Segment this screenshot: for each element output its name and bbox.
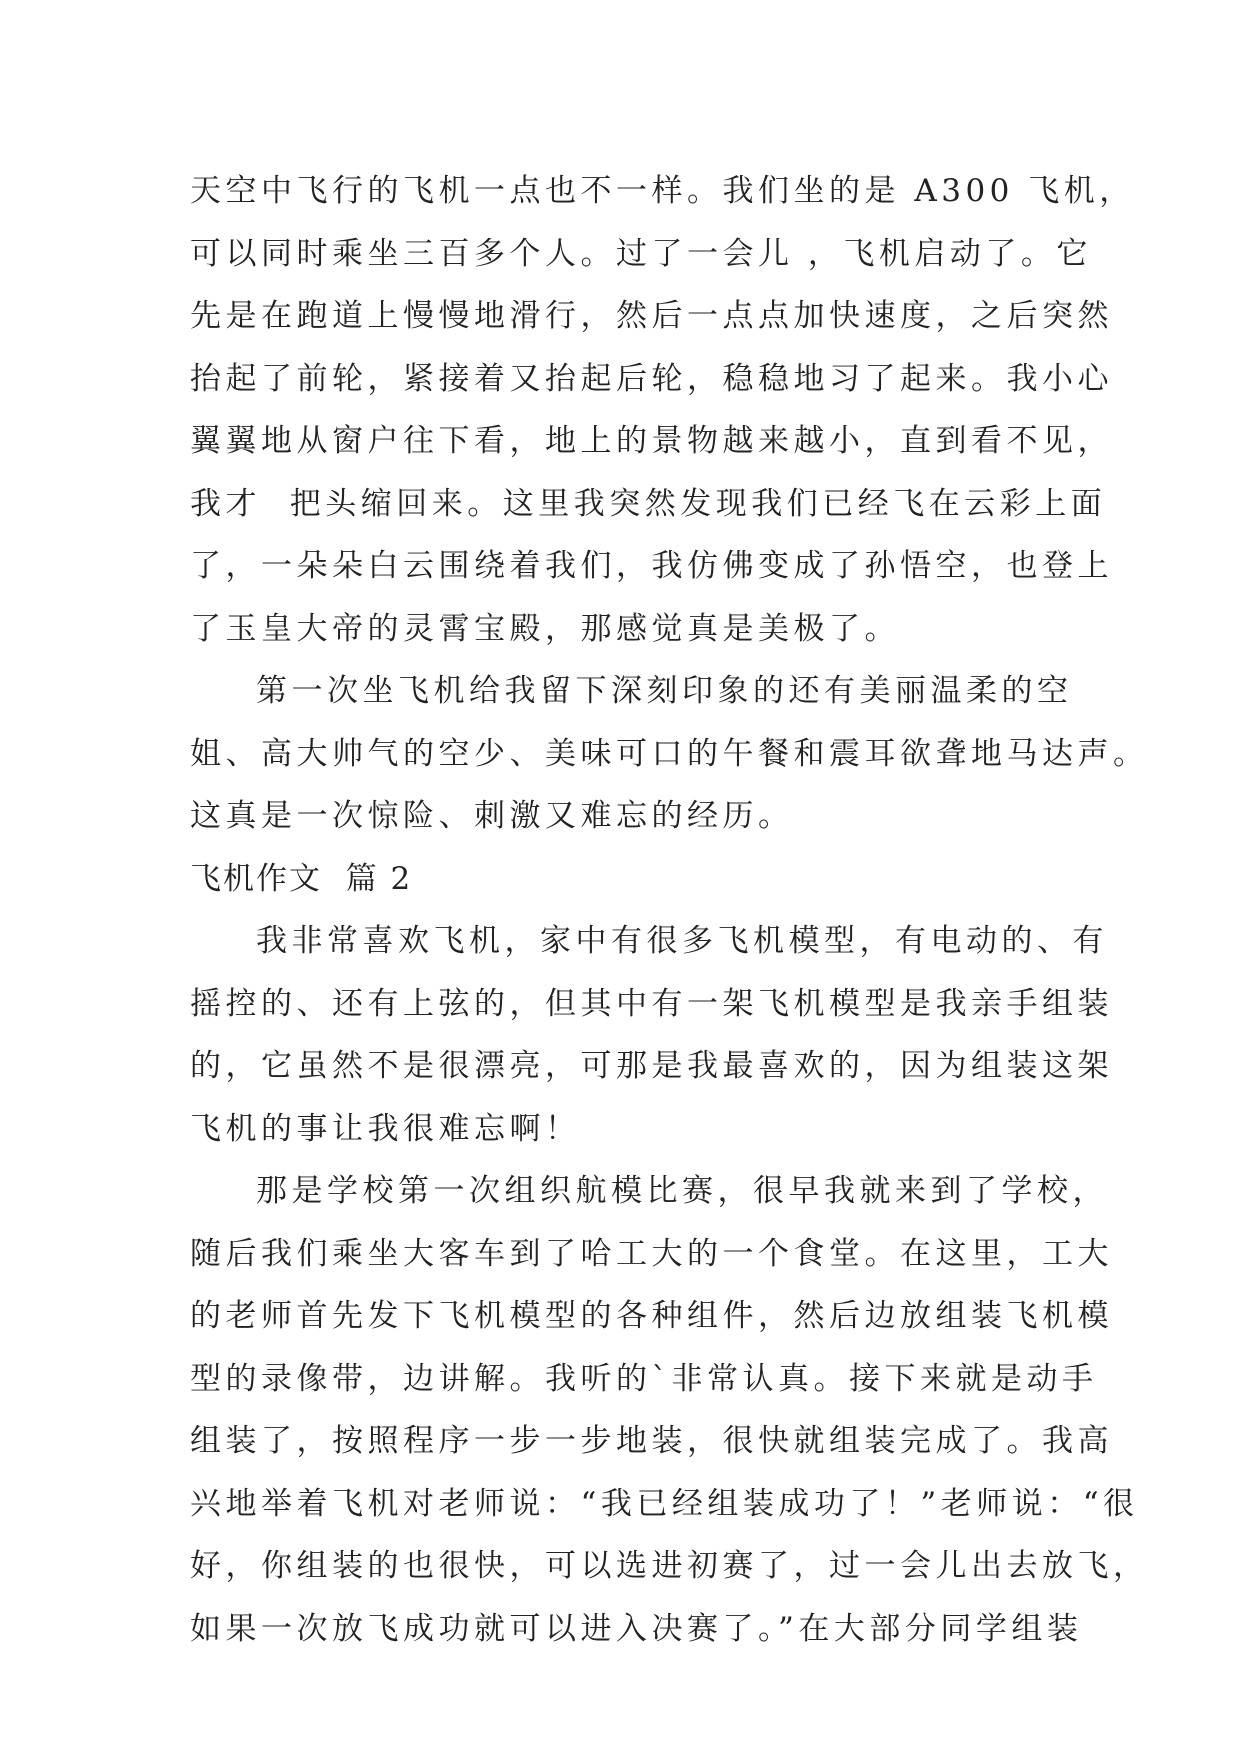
text-line: 姐、高大帅气的空少、美味可口的午餐和震耳欲聋地马达声。 <box>190 735 1149 772</box>
text-line: 组装了，按照程序一步一步地装，很快就组装完成了。我高 <box>190 1423 1113 1459</box>
paragraph-first-line: 我非常喜欢飞机，家中有很多飞机模型，有电动的、有 <box>256 923 1108 959</box>
text-line: 随后我们乘坐大客车到了哈工大的一个食堂。在这里，工大 <box>190 1235 1113 1272</box>
text-line: 如果一次放飞成功就可以进入决赛了。”在大部分同学组装 <box>190 1610 1083 1647</box>
text-line: 天空中飞行的飞机一点也不一样。我们坐的是 A300 飞机， <box>190 173 1135 209</box>
text-line: 了玉皇大帝的灵霄宝殿，那感觉真是美极了。 <box>190 610 900 647</box>
text-line: 可以同时乘坐三百多个人。过了一会儿 ，飞机启动了。它 <box>190 235 1092 272</box>
text-line: 先是在跑道上慢慢地滑行，然后一点点加快速度，之后突然 <box>190 298 1113 334</box>
text-line: 我才 把头缩回来。这里我突然发现我们已经飞在云彩上面 <box>190 485 1107 522</box>
text-line: 兴地举着飞机对老师说：“我已经组装成功了！”老师说：“很 <box>190 1485 1139 1522</box>
text-line: 好，你组装的也很快，可以选进初赛了，过一会儿出去放飞， <box>190 1548 1149 1584</box>
paragraph-first-line: 第一次坐飞机给我留下深刻印象的还有美丽温柔的空 <box>256 673 1073 709</box>
text-line: 型的录像带，边讲解。我听的`非常认真。接下来就是动手 <box>190 1360 1098 1397</box>
text-line: 翼翼地从窗户往下看，地上的景物越来越小，直到看不见， <box>190 423 1113 459</box>
text-line: 的老师首先发下飞机模型的各种组件，然后边放组装飞机模 <box>190 1298 1113 1334</box>
text-line: 的，它虽然不是很漂亮，可那是我最喜欢的，因为组装这架 <box>190 1048 1113 1084</box>
paragraph-first-line: 那是学校第一次组织航模比赛，很早我就来到了学校， <box>256 1173 1108 1209</box>
text-line: 这真是一次惊险、刺激又难忘的经历。 <box>190 798 794 834</box>
text-line: 了，一朵朵白云围绕着我们，我仿佛变成了孙悟空，也登上 <box>190 548 1113 584</box>
essay-body <box>190 160 1149 1660</box>
text-line: 飞机的事让我很难忘啊！ <box>190 1110 581 1147</box>
section-heading: 飞机作文 篇 2 <box>190 860 413 897</box>
text-line: 抬起了前轮，紧接着又抬起后轮，稳稳地习了起来。我小心 <box>190 360 1113 397</box>
text-line: 摇控的、还有上弦的，但其中有一架飞机模型是我亲手组装 <box>190 985 1113 1022</box>
